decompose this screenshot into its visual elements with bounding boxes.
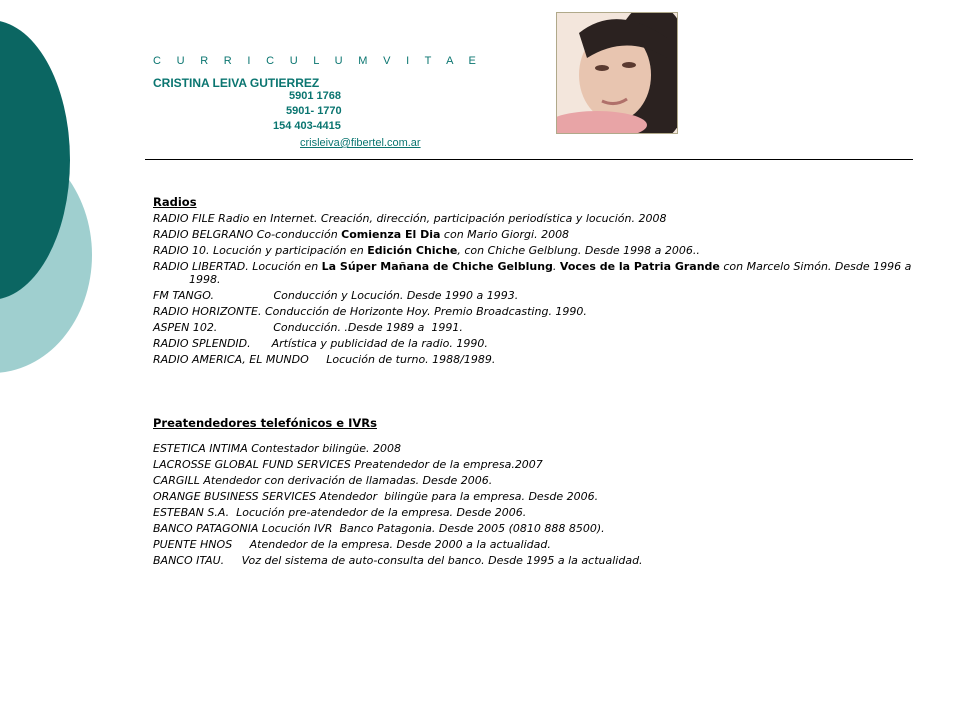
ivr-entry: LACROSSE GLOBAL FUND SERVICES Preatendedor de la empresa.2007: [153, 458, 543, 471]
cv-title: C U R R I C U L U M V I T A E: [153, 55, 483, 67]
ivr-entry: BANCO PATAGONIA Locución IVR Banco Patagonia. Desde 2005 (0810 888 8500).: [153, 522, 605, 535]
header-divider: [145, 159, 913, 160]
radio-entry: RADIO HORIZONTE. Conducción de Horizonte Hoy. Premio Broadcasting. 1990.: [153, 305, 587, 318]
radio-entry: RADIO FILE Radio en Internet. Creación, dirección, participación periodística y locución. 2008: [153, 212, 667, 225]
ivrs-title: Preatendedores telefónicos e IVRs: [153, 416, 377, 430]
radio-entry: RADIO AMERICA, EL MUNDO Locución de turno. 1988/1989.: [153, 353, 496, 366]
ivr-entry: PUENTE HNOS Atendedor de la empresa. Desde 2000 a la actualidad.: [153, 538, 551, 551]
profile-photo: [556, 12, 678, 134]
phone-3: 154 403-4415: [273, 120, 341, 132]
radio-entry: RADIO BELGRANO Co-conducción Comienza El Dia con Mario Giorgi. 2008: [153, 228, 570, 241]
radio-entry: RADIO SPLENDID. Artística y publicidad de la radio. 1990.: [153, 337, 488, 350]
decorative-circles: [0, 0, 100, 400]
phone-1: 5901 1768: [289, 90, 341, 102]
radio-entry: RADIO 10. Locución y participación en Edición Chiche, con Chiche Gelblung. Desde 1998 a 2006..: [153, 244, 700, 257]
radio-entry: ASPEN 102. Conducción. .Desde 1989 a 1991.: [153, 321, 463, 334]
ivrs-section: [153, 416, 920, 567]
person-name: CRISTINA LEIVA GUTIERREZ: [153, 76, 320, 90]
ivr-entry: CARGILL Atendedor con derivación de llamadas. Desde 2006.: [153, 474, 493, 487]
phone-2: 5901- 1770: [286, 105, 342, 117]
ivr-entry: ORANGE BUSINESS SERVICES Atendedor bilingüe para la empresa. Desde 2006.: [153, 490, 599, 503]
ivr-entry: BANCO ITAU. Voz del sistema de auto-consulta del banco. Desde 1995 a la actualidad.: [153, 554, 643, 567]
radios-section: [153, 195, 920, 366]
ivr-entry: ESTETICA INTIMA Contestador bilingüe. 2008: [153, 442, 402, 455]
ivr-entry: ESTEBAN S.A. Locución pre-atendedor de la empresa. Desde 2006.: [153, 506, 527, 519]
radio-entry: RADIO LIBERTAD. Locución en La Súper Mañana de Chiche Gelblung. Voces de la Patria Grande con Marcelo Simón. Desde 1996 a 1998.: [153, 260, 912, 286]
radio-entry: FM TANGO. Conducción y Locución. Desde 1990 a 1993.: [153, 289, 519, 302]
email-link[interactable]: crisleiva@fibertel.com.ar: [300, 137, 421, 149]
radios-title: Radios: [153, 195, 197, 209]
